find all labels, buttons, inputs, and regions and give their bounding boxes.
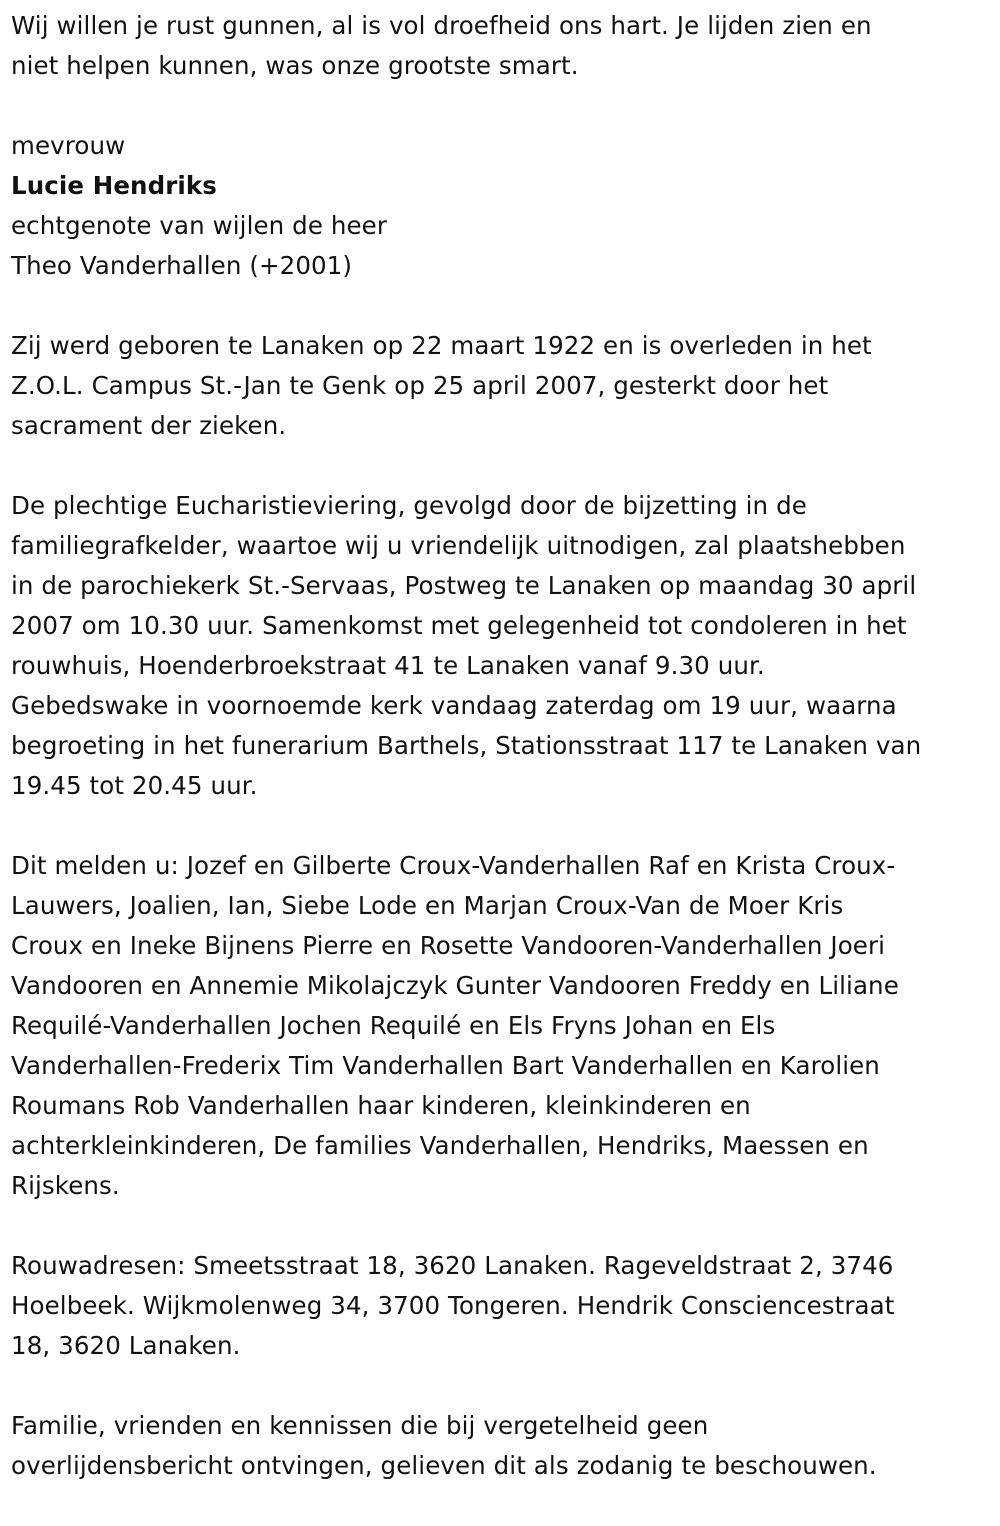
text-line: Vanderhallen-Frederix Tim Vanderhallen Bart Vanderhallen en Karolien — [11, 1051, 880, 1080]
text-line: Rijskens. — [11, 1171, 120, 1200]
text-line: Vandooren en Annemie Mikolajczyk Gunter Vandooren Freddy en Liliane — [11, 971, 899, 1000]
poem-line: niet helpen kunnen, was onze grootste smart. — [11, 51, 579, 80]
spouse-name: Theo Vanderhallen (+2001) — [11, 251, 353, 280]
text-line: Zij werd geboren te Lanaken op 22 maart 1922 en is overleden in het — [11, 331, 872, 360]
text-line: Requilé-Vanderhallen Jochen Requilé en Els Fryns Johan en Els — [11, 1011, 776, 1040]
closing-paragraph — [11, 1406, 990, 1486]
text-line: Roumans Rob Vanderhallen haar kinderen, kleinkinderen en — [11, 1091, 751, 1120]
text-line: 2007 om 10.30 uur. Samenkomst met gelegenheid tot condoleren in het — [11, 611, 907, 640]
poem-paragraph — [11, 6, 990, 86]
ceremony-paragraph — [11, 486, 990, 806]
text-line: Rouwadresen: Smeetsstraat 18, 3620 Lanaken. Rageveldstraat 2, 3746 — [11, 1251, 894, 1280]
text-line: Croux en Ineke Bijnens Pierre en Rosette Vandooren-Vanderhallen Joeri — [11, 931, 886, 960]
birth-death-paragraph — [11, 326, 990, 446]
text-line: begroeting in het funerarium Barthels, Stationsstraat 117 te Lanaken van — [11, 731, 922, 760]
text-line: Familie, vrienden en kennissen die bij vergetelheid geen — [11, 1411, 709, 1440]
poem-line: Wij willen je rust gunnen, al is vol droefheid ons hart. Je lijden zien en — [11, 11, 872, 40]
text-line: 18, 3620 Lanaken. — [11, 1331, 241, 1360]
text-line: rouwhuis, Hoenderbroekstraat 41 te Lanaken vanaf 9.30 uur. — [11, 651, 765, 680]
addresses-paragraph — [11, 1246, 990, 1366]
title-text: mevrouw — [11, 131, 126, 160]
text-line: overlijdensbericht ontvingen, gelieven dit als zodanig te beschouwen. — [11, 1451, 877, 1480]
text-line: achterkleinkinderen, De families Vanderhallen, Hendriks, Maessen en — [11, 1131, 869, 1160]
text-line: Dit melden u: Jozef en Gilberte Croux-Vanderhallen Raf en Krista Croux- — [11, 851, 896, 880]
text-line: Lauwers, Joalien, Ian, Siebe Lode en Marjan Croux-Van de Moer Kris — [11, 891, 844, 920]
text-line: De plechtige Eucharistieviering, gevolgd door de bijzetting in de — [11, 491, 807, 520]
text-line: in de parochiekerk St.-Servaas, Postweg te Lanaken op maandag 30 april — [11, 571, 917, 600]
family-paragraph — [11, 846, 990, 1206]
text-line: Hoelbeek. Wijkmolenweg 34, 3700 Tongeren. Hendrik Consciencestraat — [11, 1291, 895, 1320]
text-line: familiegrafkelder, waartoe wij u vriendelijk uitnodigen, zal plaatshebben — [11, 531, 906, 560]
deceased-name: Lucie Hendriks — [11, 171, 217, 200]
text-line: sacrament der zieken. — [11, 411, 287, 440]
text-line: Z.O.L. Campus St.-Jan te Genk op 25 april 2007, gesterkt door het — [11, 371, 829, 400]
text-line: Gebedswake in voornoemde kerk vandaag zaterdag om 19 uur, waarna — [11, 691, 897, 720]
relation-text: echtgenote van wijlen de heer — [11, 211, 388, 240]
text-line: 19.45 tot 20.45 uur. — [11, 771, 258, 800]
